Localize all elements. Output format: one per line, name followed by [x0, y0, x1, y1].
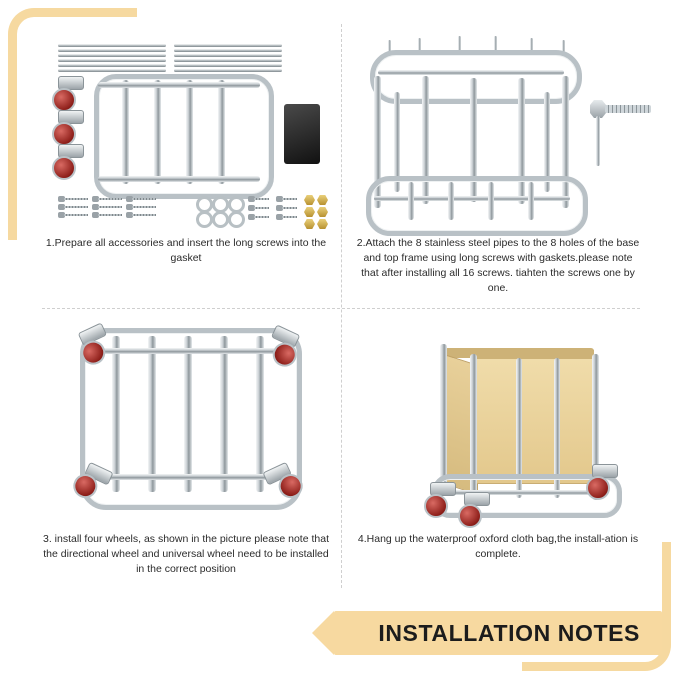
short-screw-4: [276, 196, 298, 202]
long-screw-2: [58, 204, 88, 210]
cart-wheel-front-left: [422, 482, 456, 516]
short-screw-5: [276, 205, 298, 211]
long-screw-7: [126, 196, 156, 202]
bag-rim-top: [474, 350, 594, 359]
grid-divider-horizontal: [42, 308, 640, 309]
frame-bar-2: [154, 80, 161, 184]
frame-bar-4: [218, 80, 225, 184]
step-3-cell: [36, 314, 336, 599]
long-screw-closeup-shaft: [596, 116, 600, 166]
frame-rail-upper: [86, 348, 286, 354]
frame-rail-lower: [86, 474, 286, 480]
long-screw-5: [92, 204, 122, 210]
banner-title: INSTALLATION NOTES: [378, 619, 640, 646]
nut-6: [317, 219, 328, 229]
step-4-cell: [348, 314, 648, 599]
long-screw-9: [126, 212, 156, 218]
nut-4: [317, 207, 328, 217]
frame-bar-c: [184, 336, 192, 492]
nut-3: [304, 207, 315, 217]
step-3-caption: 3. install four wheels, as shown in the picture please note that the directional wheel and universal wheel need to be installed in the correct position: [42, 533, 329, 575]
long-screw-4: [92, 196, 122, 202]
cart-wheel-front-right: [584, 464, 618, 498]
frame-rail-bottom: [98, 176, 260, 182]
caster-wheel-1: [50, 76, 84, 110]
base-frame-with-wheels-illustration: [36, 314, 336, 529]
decorative-corner-bar: [8, 120, 17, 240]
top-frame-inner-rail: [378, 70, 564, 75]
steel-pipe-bundle-left: [58, 44, 166, 74]
cart-wheel-back-left: [456, 492, 490, 526]
base-cross-bar-2: [448, 182, 454, 220]
short-screw-1: [248, 196, 270, 202]
short-screw-6: [276, 214, 298, 220]
frame-bar-b: [148, 336, 156, 492]
nut-1: [304, 195, 315, 205]
cart-post-left-back: [440, 344, 447, 494]
short-screw-3: [248, 214, 270, 220]
black-accessory-bag: [284, 104, 320, 164]
step-1-caption: 1.Prepare all accessories and insert the long screws into the gasket: [45, 237, 327, 264]
step-4-caption: 4.Hang up the waterproof oxford cloth bag,the install-ation is complete.: [357, 533, 639, 560]
caster-wheel-3: [50, 144, 84, 178]
frame-bar-a: [112, 336, 120, 492]
nut-5: [304, 219, 315, 229]
step-2-caption: 2.Attach the 8 stainless steel pipes to the 8 holes of the base and top frame using long screws with gaskets.please note that after installing all 16 screws. tiahten the screws one by one.: [356, 237, 640, 294]
base-cross-bar-3: [488, 182, 494, 220]
caster-wheel-2: [50, 110, 84, 144]
nut-2: [317, 195, 328, 205]
long-screw-3: [58, 212, 88, 218]
base-frame-inner-rail: [374, 196, 570, 201]
steel-pipe-bundle-right: [174, 44, 282, 74]
frame-bar-1: [122, 80, 129, 184]
long-screw-1: [58, 196, 88, 202]
long-screw-6: [92, 212, 122, 218]
washer-5: [212, 211, 229, 228]
bag-front-panel: [474, 358, 596, 484]
washer-6: [228, 211, 245, 228]
assembled-frame-illustration: [348, 18, 648, 233]
step-2-cell: [348, 18, 648, 303]
finished-cart-with-bag-illustration: [348, 314, 648, 529]
steps-grid: [36, 18, 646, 598]
washer-4: [196, 211, 213, 228]
base-cross-bar-4: [528, 182, 534, 220]
grid-divider-vertical: [341, 24, 342, 588]
step-1-cell: [36, 18, 336, 303]
frame-rail-top: [98, 82, 260, 88]
parts-layout-illustration: [36, 18, 336, 233]
frame-bar-d: [220, 336, 228, 492]
short-screw-2: [248, 205, 270, 211]
base-frame: [366, 176, 588, 236]
long-screw-8: [126, 204, 156, 210]
frame-bar-e: [256, 336, 264, 492]
installation-notes-banner: [334, 611, 662, 655]
frame-bar-3: [186, 80, 193, 184]
banner-notch: [312, 611, 334, 655]
base-cross-bar-1: [408, 182, 414, 220]
